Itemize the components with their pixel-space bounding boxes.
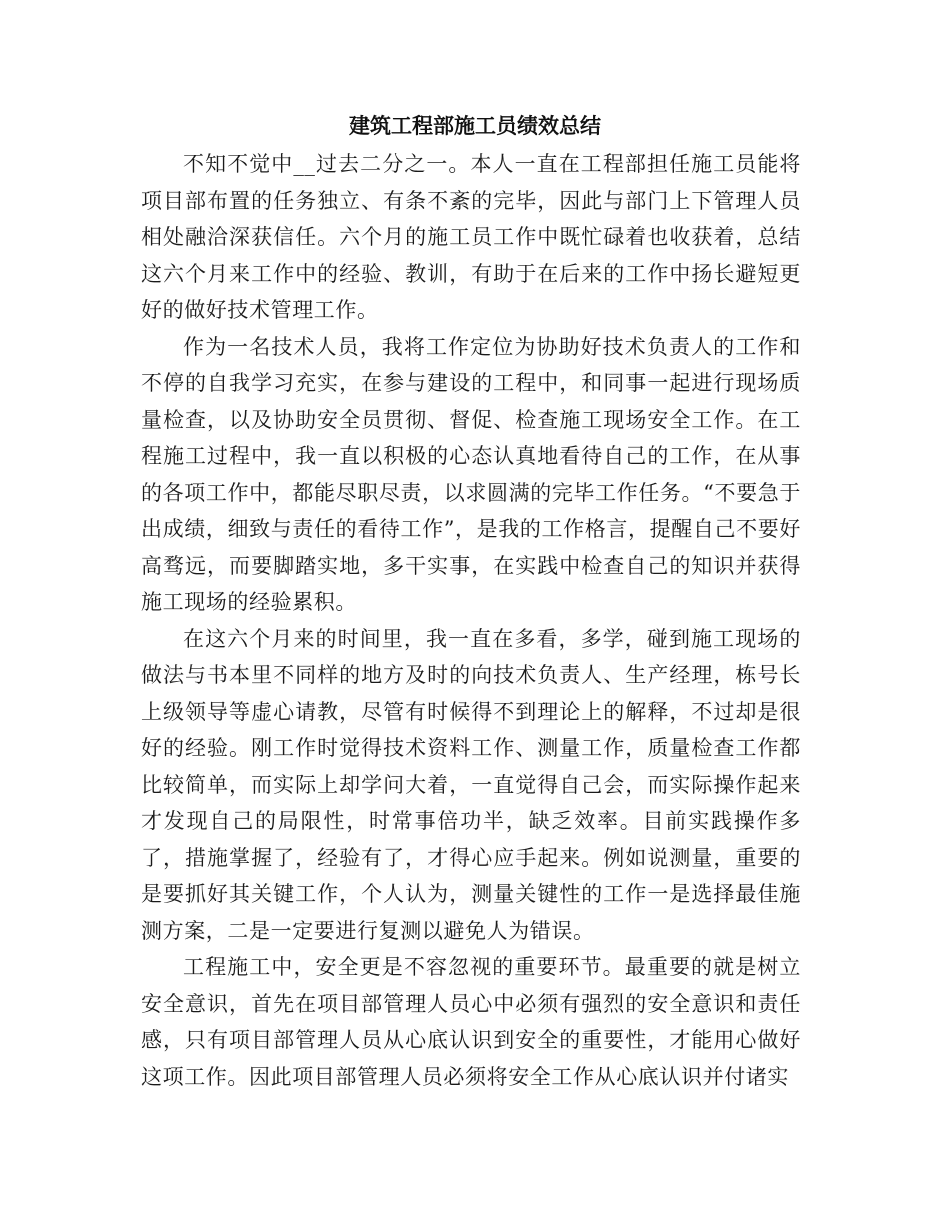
document-title: 建筑工程部施工员绩效总结 [349,113,601,138]
paragraph-3: 在这六个月来的时间里，我一直在多看，多学，碰到施工现场的做法与书本里不同样的地方及时的向技术负责人、生产经理，栋号长上级领导等虚心请教，尽管有时候得不到理论上的解释，不过却是很好的经验。刚工作时觉得技术资料工作、测量工作，质量检查工作都比较简单，而实际上却学问大着，一直觉得自己会，而实际操作起来才发现自己的局限性，时常事倍功半，缺乏效率。目前实践操作多了，措施掌握了，经验有了，才得心应手起来。例如说测量，重要的是要抓好其关键工作，个人认为，测量关键性的工作一是选择最佳施测方案，二是一定要进行复测以避免人为错误。 [141,626,801,943]
paragraph-1: 不知不觉中__过去二分之一。本人一直在工程部担任施工员能将项目部布置的任务独立、有条不紊的完毕，因此与部门上下管理人员相处融洽深获信任。六个月的施工员工作中既忙碌着也收获着，总结这六个月来工作中的经验、教训，有助于在后来的工作中扬长避短更好的做好技术管理工作。 [141,152,801,322]
paragraph-2: 作为一名技术人员，我将工作定位为协助好技术负责人的工作和不停的自我学习充实，在参与建设的工程中，和同事一起进行现场质量检查，以及协助安全员贯彻、督促、检查施工现场安全工作。在工程施工过程中，我一直以积极的心态认真地看待自己的工作，在从事的各项工作中，都能尽职尽责，以求圆满的完毕工作任务。“不要急于出成绩，细致与责任的看待工作”，是我的工作格言，提醒自己不要好高骛远，而要脚踏实地，多干实事，在实践中检查自己的知识并获得施工现场的经验累积。 [141,334,801,614]
paragraph-4: 工程施工中，安全更是不容忽视的重要环节。最重要的就是树立安全意识，首先在项目部管理人员心中必须有强烈的安全意识和责任感，只有项目部管理人员从心底认识到安全的重要性，才能用心做好这项工作。因此项目部管理人员必须将安全工作从心底认识并付诸实 [141,955,801,1089]
document-body [141,146,801,1095]
